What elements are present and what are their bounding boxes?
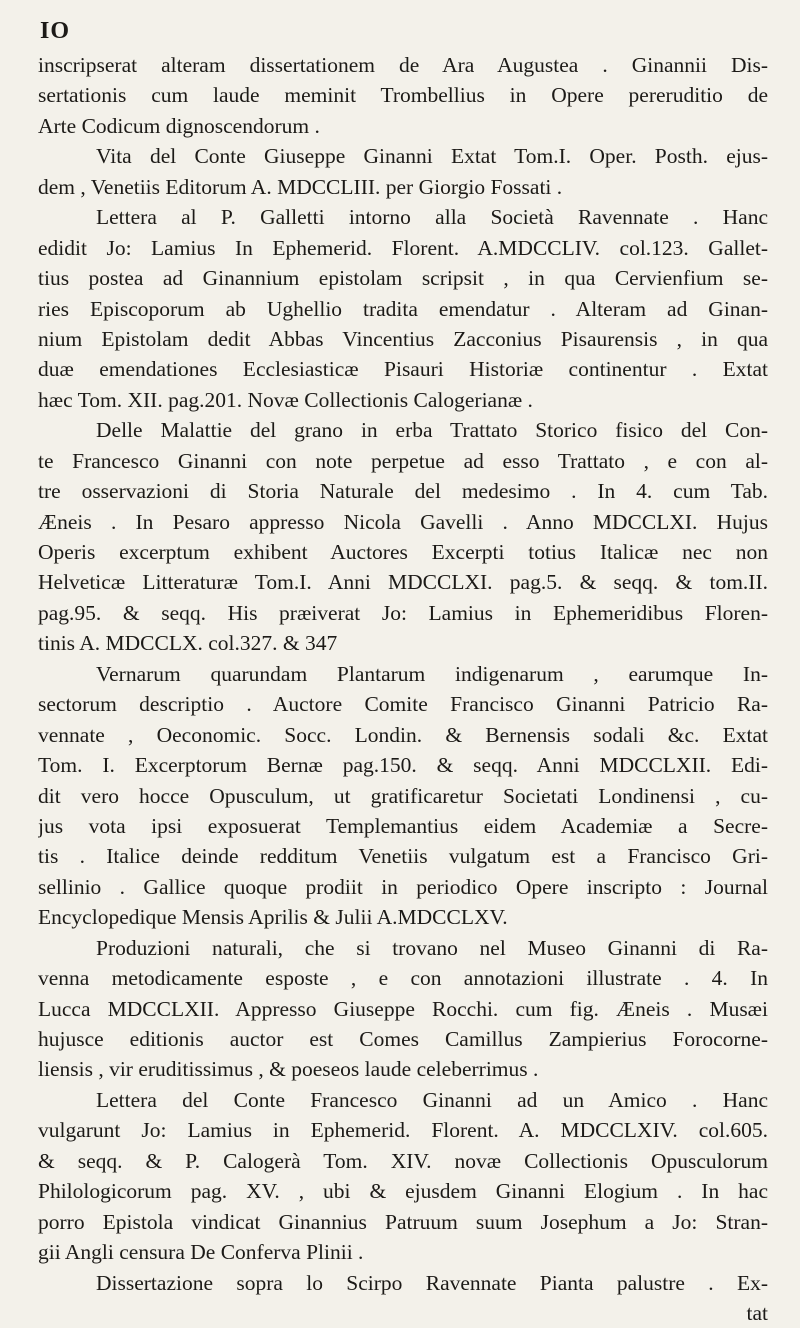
text-line: sertationis cum laude meminit Trombellius in Opere pereruditio de <box>38 83 768 108</box>
text-line: hujusce editionis auctor est Comes Camillus Zampierius Forocorne- <box>38 1027 768 1051</box>
text-line: dem , Venetiis Editorum A. MDCCLIII. per Giorgio Fossati . <box>38 174 563 199</box>
text-line: hæc Tom. XII. pag.201. Novæ Collectionis Calogerianæ . <box>38 387 533 412</box>
text-line: sellinio . Gallice quoque prodiit in periodico Opere inscripto : Journal <box>38 874 768 899</box>
text-line: te Francesco Ginanni con note perpetue ad esso Trattato , e con al- <box>38 448 768 473</box>
entry-heading-line: Delle Malattie del grano in erba Trattato Storico fisico del Con- <box>96 418 768 443</box>
text-line: inscripserat alteram dissertationem de Ara Augustea . Ginannii Dis- <box>38 53 768 77</box>
text-line: liensis , vir eruditissimus , & poeseos laude celeberrimus . <box>38 1057 539 1082</box>
entry-heading-line: Produzioni naturali, che si trovano nel Museo Ginanni di Ra- <box>96 935 768 960</box>
entry-heading-line: Vernarum quarundam Plantarum indigenarum , earumque In- <box>96 661 768 686</box>
text-line: tis . Italice deinde redditum Venetiis vulgatum est a Francisco Gri- <box>38 844 768 869</box>
entry-heading-line: Vita del Conte Giuseppe Ginanni Extat Tom.I. Oper. Posth. ejus- <box>96 144 768 169</box>
text-line: Helveticæ Litteraturæ Tom.I. Anni MDCCLXI. pag.5. & seqq. & tom.II. <box>38 570 768 595</box>
text-line: Lucca MDCCLXII. Appresso Giuseppe Rocchi. cum fig. Æneis . Musæi <box>38 996 768 1021</box>
entry-heading-line: Lettera del Conte Francesco Ginanni ad un Amico . Hanc <box>96 1087 768 1112</box>
text-line: Operis excerptum exhibent Auctores Excerpti totius Italicæ nec non <box>38 540 768 564</box>
text-line: vulgarunt Jo: Lamius in Ephemerid. Florent. A. MDCCLXIV. col.605. <box>38 1118 768 1143</box>
page-number: IO <box>40 18 71 44</box>
text-line: pag.95. & seqq. His præiverat Jo: Lamius in Ephemeridibus Floren- <box>38 600 768 625</box>
text-line: ries Episcoporum ab Ughellio tradita emendatur . Alteram ad Ginan- <box>38 296 768 321</box>
text-line: Æneis . In Pesaro appresso Nicola Gavelli . Anno MDCCLXI. Hujus <box>38 509 768 534</box>
text-line: Arte Codicum dignoscendorum . <box>38 113 320 138</box>
text-line: tre osservazioni di Storia Naturale del medesimo . In 4. cum Tab. <box>38 479 768 504</box>
text-line: Philologicorum pag. XV. , ubi & ejusdem Ginanni Elogium . In hac <box>38 1179 768 1204</box>
text-line: & seqq. & P. Calogerà Tom. XIV. novæ Collectionis Opusculorum <box>38 1148 768 1173</box>
text-line: duæ emendationes Ecclesiasticæ Pisauri Historiæ continentur . Extat <box>38 357 768 382</box>
text-line: edidit Jo: Lamius In Ephemerid. Florent. A.MDCCLIV. col.123. Gallet- <box>38 235 768 260</box>
text-line: Tom. I. Excerptorum Bernæ pag.150. & seqq. Anni MDCCLXII. Edi- <box>38 753 768 778</box>
text-line: gii Angli censura De Conferva Plinii . <box>38 1240 364 1265</box>
text-line: jus vota ipsi exposuerat Templemantius eidem Academiæ a Secre- <box>38 813 768 838</box>
text-line: venna metodicamente esposte , e con annotazioni illustrate . 4. In <box>38 966 768 991</box>
entry-heading-line: Lettera al P. Galletti intorno alla Società Ravennate . Hanc <box>96 205 768 230</box>
text-line: vennate , Oeconomic. Socc. Londin. & Bernensis sodali &c. Extat <box>38 722 768 747</box>
text-line: porro Epistola vindicat Ginannius Patruum suum Josephum a Jo: Stran- <box>38 1209 768 1234</box>
text-line: nium Epistolam dedit Abbas Vincentius Zacconius Pisaurensis , in qua <box>38 326 768 351</box>
body-text <box>38 50 768 1328</box>
text-line: dit vero hocce Opusculum, ut gratificaretur Societati Londinensi , cu- <box>38 783 768 808</box>
text-line: sectorum descriptio . Auctore Comite Francisco Ginanni Patricio Ra- <box>38 692 768 717</box>
entry-heading-line: Dissertazione sopra lo Scirpo Ravennate Pianta palustre . Ex- <box>96 1270 768 1295</box>
text-line: tius postea ad Ginannium epistolam scripsit , in qua Cervienfium se- <box>38 266 768 291</box>
text-line: tinis A. MDCCLX. col.327. & 347 <box>38 631 338 656</box>
catchword: tat <box>746 1300 768 1325</box>
text-line: Encyclopedique Mensis Aprilis & Julii A.MDCCLXV. <box>38 905 508 930</box>
